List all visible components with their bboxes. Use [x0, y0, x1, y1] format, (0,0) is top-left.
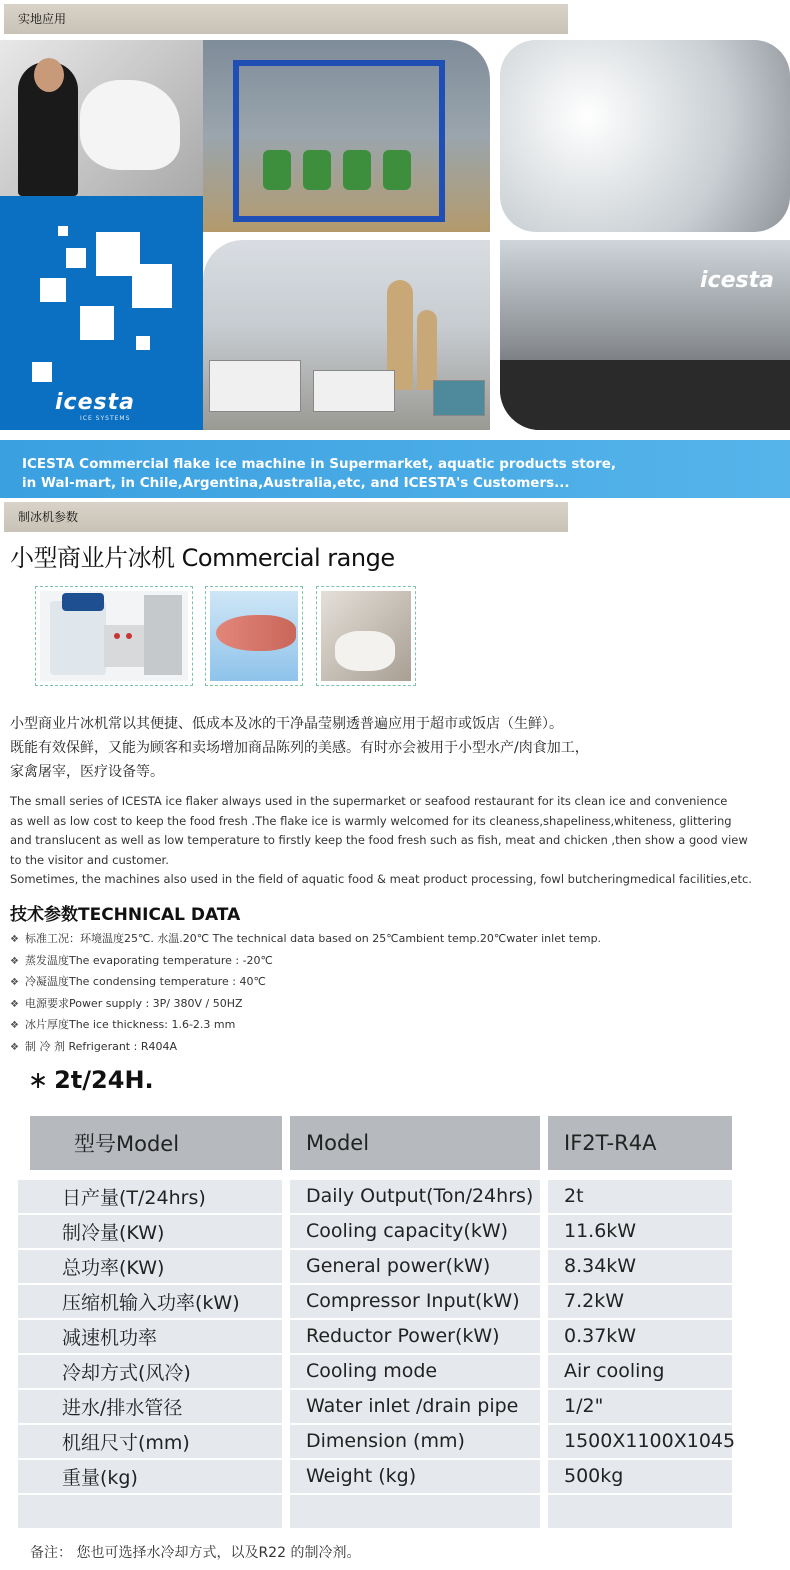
capacity-heading	[28, 1066, 154, 1094]
table-cell: 8.34kW	[548, 1250, 732, 1283]
photo-ice-plant-trucks	[203, 240, 490, 430]
spec-item: ❖ 标准工况：环境温度25℃. 水温.20℃ The technical data based on 25℃ambient temp.20℃water inlet temp.	[10, 932, 602, 945]
table-column-cn	[18, 1100, 282, 1526]
table-cell: 日产量(T/24hrs)	[18, 1180, 282, 1213]
icesta-logo-panel	[0, 196, 203, 430]
table-header-cell: 型号Model	[30, 1116, 282, 1170]
thumb-fish-on-ice	[205, 586, 303, 686]
table-cell	[18, 1495, 282, 1528]
table-cell: 500kg	[548, 1460, 732, 1493]
application-banner	[0, 440, 790, 498]
section-header-parameters: 制冰机参数	[4, 502, 568, 532]
cn-line: 家禽屠宰，医疗设备等。	[10, 764, 164, 780]
asterisk-icon: ∗	[28, 1066, 49, 1094]
spec-item: ❖ 冰片厚度The ice thickness: 1.6-2.3 mm	[10, 1018, 236, 1031]
capacity-label: 2t/24H.	[54, 1066, 154, 1094]
table-cell: 减速机功率	[18, 1320, 282, 1353]
description-chinese	[10, 712, 780, 784]
spec-item: ❖ 蒸发温度The evaporating temperature : -20℃	[10, 953, 273, 967]
table-cell: 2t	[548, 1180, 732, 1213]
table-column-value	[548, 1100, 736, 1526]
table-cell: 7.2kW	[548, 1285, 732, 1318]
table-cell: 制冷量(KW)	[18, 1215, 282, 1248]
spec-item: ❖ 制 冷 剂 Refrigerant : R404A	[10, 1039, 177, 1053]
section-header-application: 实地应用	[4, 4, 568, 34]
table-cell: 机组尺寸(mm)	[18, 1425, 282, 1458]
en-line: Sometimes, the machines also used in the field of aquatic food & meat product processing, fowl butcheringmedical facilities,etc.	[10, 872, 752, 886]
en-line: and translucent as well as low temperature to firstly keep the food fresh such as fish, meat and chicken ,then show a good view	[10, 833, 748, 847]
diamond-bullet-icon: ❖	[10, 1020, 19, 1031]
table-cell: General power(kW)	[290, 1250, 540, 1283]
en-line: The small series of ICESTA ice flaker always used in the supermarket or seafood restaurant for its clean ice and convenience	[10, 794, 728, 808]
table-cell: 压缩机输入功率(kW)	[18, 1285, 282, 1318]
table-cell: 1/2"	[548, 1390, 732, 1423]
cn-line: 小型商业片冰机常以其便捷、低成本及冰的干净晶莹剔透普遍应用于超市或饭店（生鲜）。	[10, 716, 563, 732]
table-cell: Water inlet /drain pipe	[290, 1390, 540, 1423]
application-gallery	[0, 40, 790, 430]
banner-line-2: in Wal-mart, in Chile,Argentina,Australia,etc, and ICESTA's Customers...	[22, 475, 570, 491]
description-english	[10, 792, 785, 890]
table-column-en	[290, 1100, 540, 1526]
diamond-bullet-icon: ❖	[10, 1041, 19, 1053]
footer-note: 备注： 您也可选择水冷却方式，以及R22 的制冷剂。	[30, 1545, 361, 1561]
en-line: as well as low cost to keep the food fresh .The flake ice is warmly welcomed for its cleaness,shapeliness,whiteness, glittering	[10, 813, 732, 828]
table-cell: 总功率(KW)	[18, 1250, 282, 1283]
photo-worker-with-ice	[0, 40, 203, 196]
diamond-bullet-icon: ❖	[10, 998, 19, 1010]
table-cell: Weight (kg)	[290, 1460, 540, 1493]
icesta-logo-subtitle: ICE SYSTEMS	[80, 415, 131, 422]
banner-line-1: ICESTA Commercial flake ice machine in Supermarket, aquatic products store,	[22, 456, 617, 472]
diamond-bullet-icon: ❖	[10, 955, 19, 967]
photo-exhibition-booth	[500, 240, 790, 430]
table-cell: Cooling capacity(kW)	[290, 1215, 540, 1248]
table-cell: 重量(kg)	[18, 1460, 282, 1493]
technical-data-title: 技术参数TECHNICAL DATA	[10, 905, 241, 925]
table-header-cell: Model	[290, 1116, 540, 1170]
thumb-flake-ice-machine	[35, 586, 193, 686]
table-cell: 1500X1100X1045	[548, 1425, 732, 1458]
table-cell: Air cooling	[548, 1355, 732, 1388]
spec-table	[18, 1100, 736, 1526]
icesta-logo-text: icesta	[55, 390, 135, 415]
table-cell	[290, 1495, 540, 1528]
table-cell: 0.37kW	[548, 1320, 732, 1353]
table-cell: 冷却方式(风冷)	[18, 1355, 282, 1388]
spec-item: ❖ 电源要求Power supply : 3P/ 380V / 50HZ	[10, 996, 243, 1010]
table-cell: 进水/排水管径	[18, 1390, 282, 1423]
table-cell: 11.6kW	[548, 1215, 732, 1248]
thumb-seafood-market	[316, 586, 416, 686]
photo-industrial-machine	[203, 40, 490, 232]
photo-flake-ice	[500, 40, 790, 232]
diamond-bullet-icon: ❖	[10, 934, 19, 945]
table-cell: Reductor Power(kW)	[290, 1320, 540, 1353]
technical-spec-list	[10, 928, 601, 1057]
table-header-cell: IF2T-R4A	[548, 1116, 732, 1170]
table-cell: Cooling mode	[290, 1355, 540, 1388]
table-cell: Compressor Input(kW)	[290, 1285, 540, 1318]
expo-brand-text: icesta	[700, 268, 774, 293]
diamond-bullet-icon: ❖	[10, 977, 19, 988]
table-cell: Daily Output(Ton/24hrs)	[290, 1180, 540, 1213]
cn-line: 既能有效保鲜，又能为顾客和卖场增加商品陈列的美感。有时亦会被用于小型水产/肉食加工，	[10, 740, 589, 756]
table-cell: Dimension (mm)	[290, 1425, 540, 1458]
spec-item: ❖ 冷凝温度The condensing temperature : 40℃	[10, 975, 266, 988]
en-line: to the visitor and customer.	[10, 852, 169, 867]
range-title: 小型商业片冰机 Commercial range	[10, 544, 395, 572]
table-cell	[548, 1495, 732, 1528]
